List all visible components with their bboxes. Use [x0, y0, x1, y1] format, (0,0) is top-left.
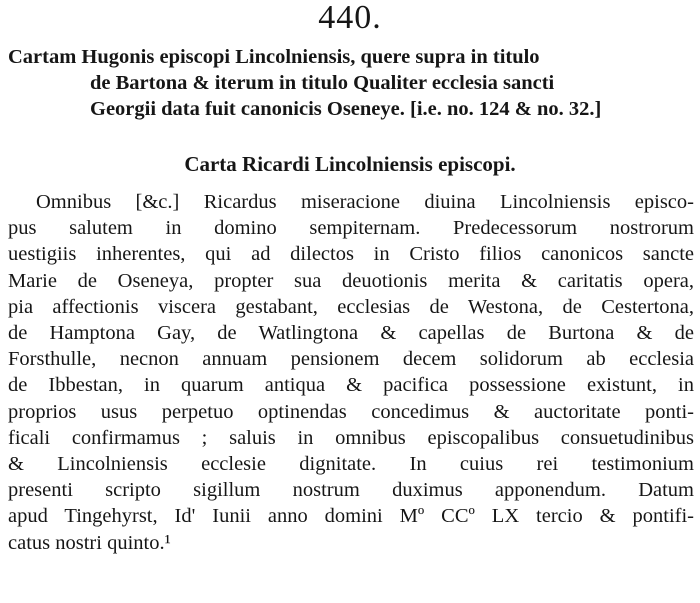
- text-line: Omnibus [&c.] Ricardus miseracione diuina Lincolniensis episco-: [36, 191, 694, 213]
- page-number: 440.: [318, 0, 382, 36]
- text-line: pia affectionis viscera gestabant, ecclesias de Westona, de Cestertona,: [8, 295, 694, 318]
- heading-line: Cartam Hugonis episcopi Lincolniensis, quere supra in titulo: [8, 46, 540, 68]
- text-line: ficali confirmamus ; saluis in omnibus episcopalibus consuetudinibus: [8, 426, 694, 449]
- text-line: Marie de Oseneya, propter sua deuotionis merita & caritatis opera,: [8, 269, 694, 292]
- text-line: Forsthulle, necnon annuam pensionem decem solidorum ab ecclesia: [8, 348, 694, 371]
- text-line: catus nostri quinto.¹: [8, 531, 171, 554]
- text-line: apud Tingehyrst, Id' Iunii anno domini Mº CCº LX tercio & pontifi-: [8, 505, 694, 528]
- charter-title: Carta Ricardi Lincolniensis episcopi.: [184, 152, 516, 176]
- text-line: proprios usus perpetuo optinendas concedimus & auctoritate ponti-: [8, 400, 694, 423]
- text-line: presenti scripto sigillum nostrum duximus apponendum. Datum: [8, 479, 694, 502]
- text-line: de Ibbestan, in quarum antiqua & pacifica possessione existunt, in: [8, 374, 694, 397]
- text-line: & Lincolniensis ecclesie dignitate. In cuius rei testimonium: [8, 453, 694, 476]
- text-line: pus salutem in domino sempiternam. Predecessorum nostrorum: [8, 217, 694, 240]
- text-line: uestigiis inherentes, qui ad dilectos in Cristo filios canonicos sancte: [8, 243, 694, 266]
- text-line: de Hamptona Gay, de Watlingtona & capellas de Burtona & de: [8, 322, 694, 345]
- cross-reference-heading: [8, 44, 694, 122]
- charter-text: [8, 189, 694, 556]
- heading-line: Georgii data fuit canonicis Oseneye. [i.e. no. 124 & no. 32.]: [90, 98, 602, 120]
- heading-line: de Bartona & iterum in titulo Qualiter ecclesia sancti: [90, 72, 555, 94]
